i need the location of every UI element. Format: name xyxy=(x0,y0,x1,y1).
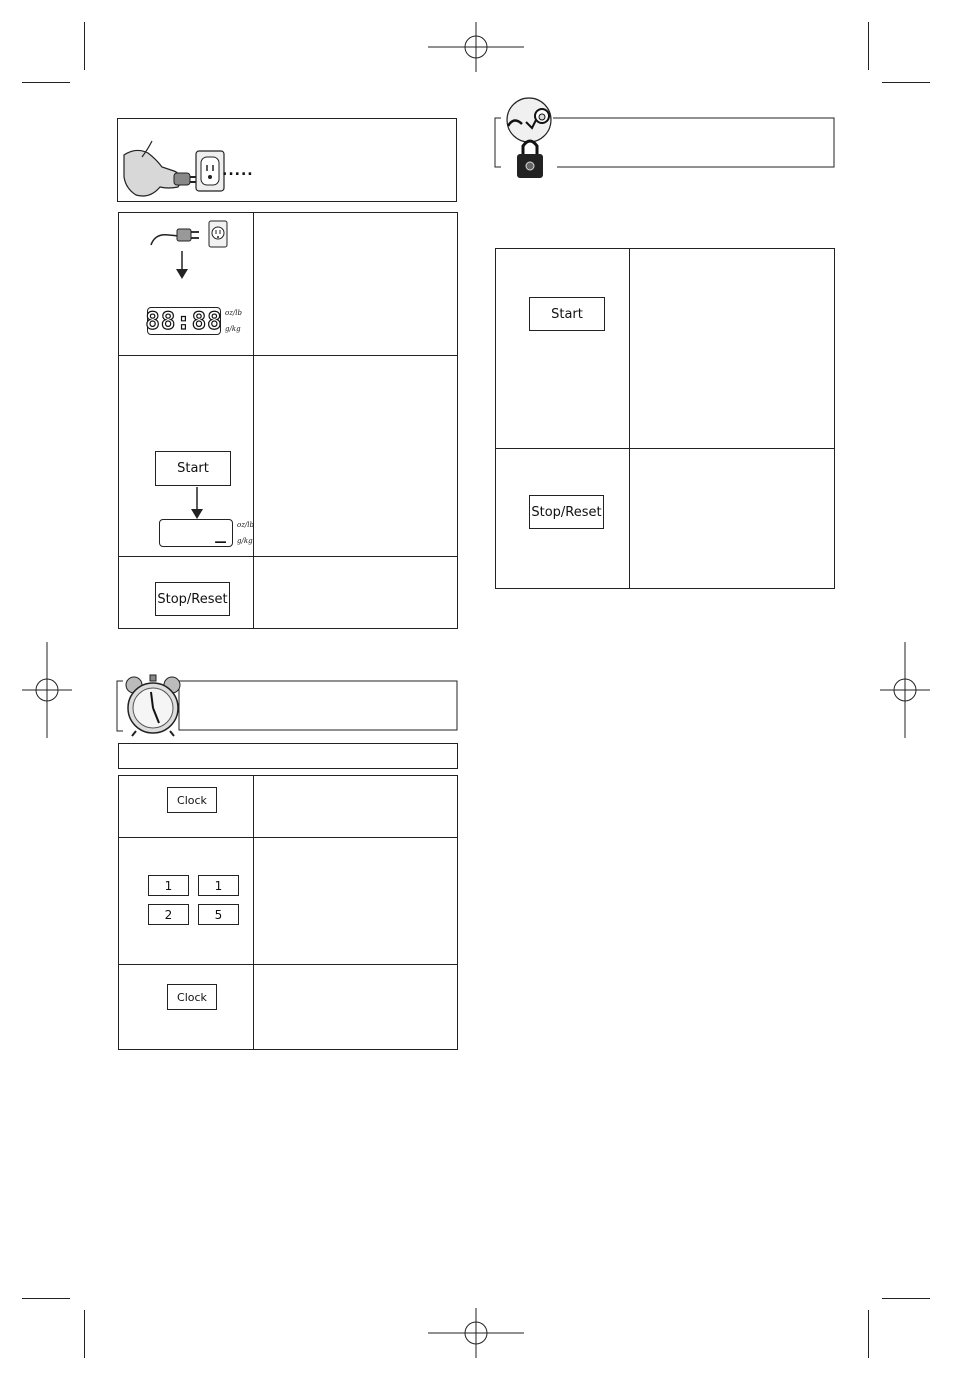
clock-note-bar xyxy=(118,743,458,769)
arrow-down-icon xyxy=(175,251,189,279)
power-plug-icon xyxy=(149,221,231,249)
display-cursor: _ xyxy=(215,522,226,544)
crosshair-icon xyxy=(880,642,930,738)
stop-reset-button[interactable]: Stop/Reset xyxy=(155,582,230,616)
plug-in-header xyxy=(117,118,457,202)
child-lock-icon xyxy=(500,98,560,182)
unit-oz-lb: oz/lb xyxy=(225,309,242,317)
clock-steps-table xyxy=(118,775,458,1050)
number-key-1[interactable]: 1 xyxy=(148,875,189,896)
ellipsis-dots: ..... xyxy=(222,163,254,179)
start-button[interactable]: Start xyxy=(155,451,231,486)
hand-plug-icon xyxy=(122,137,232,197)
clock-button[interactable]: Clock xyxy=(167,787,217,813)
crosshair-icon xyxy=(428,22,524,72)
start-button[interactable]: Start xyxy=(529,297,605,331)
display-panel xyxy=(147,307,221,335)
display-panel xyxy=(159,519,233,547)
number-key-2[interactable]: 2 xyxy=(148,904,189,925)
stop-reset-button[interactable]: Stop/Reset xyxy=(529,495,604,529)
number-key-1[interactable]: 1 xyxy=(198,875,239,896)
clock-button[interactable]: Clock xyxy=(167,984,217,1010)
crosshair-icon xyxy=(428,1308,524,1358)
crosshair-icon xyxy=(22,642,72,738)
alarm-clock-icon xyxy=(122,675,184,737)
plug-in-steps-table xyxy=(118,212,458,629)
child-lock-steps-table xyxy=(495,248,835,589)
unit-g-kg: g/kg xyxy=(237,537,253,545)
unit-g-kg: g/kg xyxy=(225,325,241,333)
unit-oz-lb: oz/lb xyxy=(237,521,254,529)
display-digits: 88:88 xyxy=(145,307,223,335)
arrow-down-icon xyxy=(190,487,204,519)
number-key-5[interactable]: 5 xyxy=(198,904,239,925)
